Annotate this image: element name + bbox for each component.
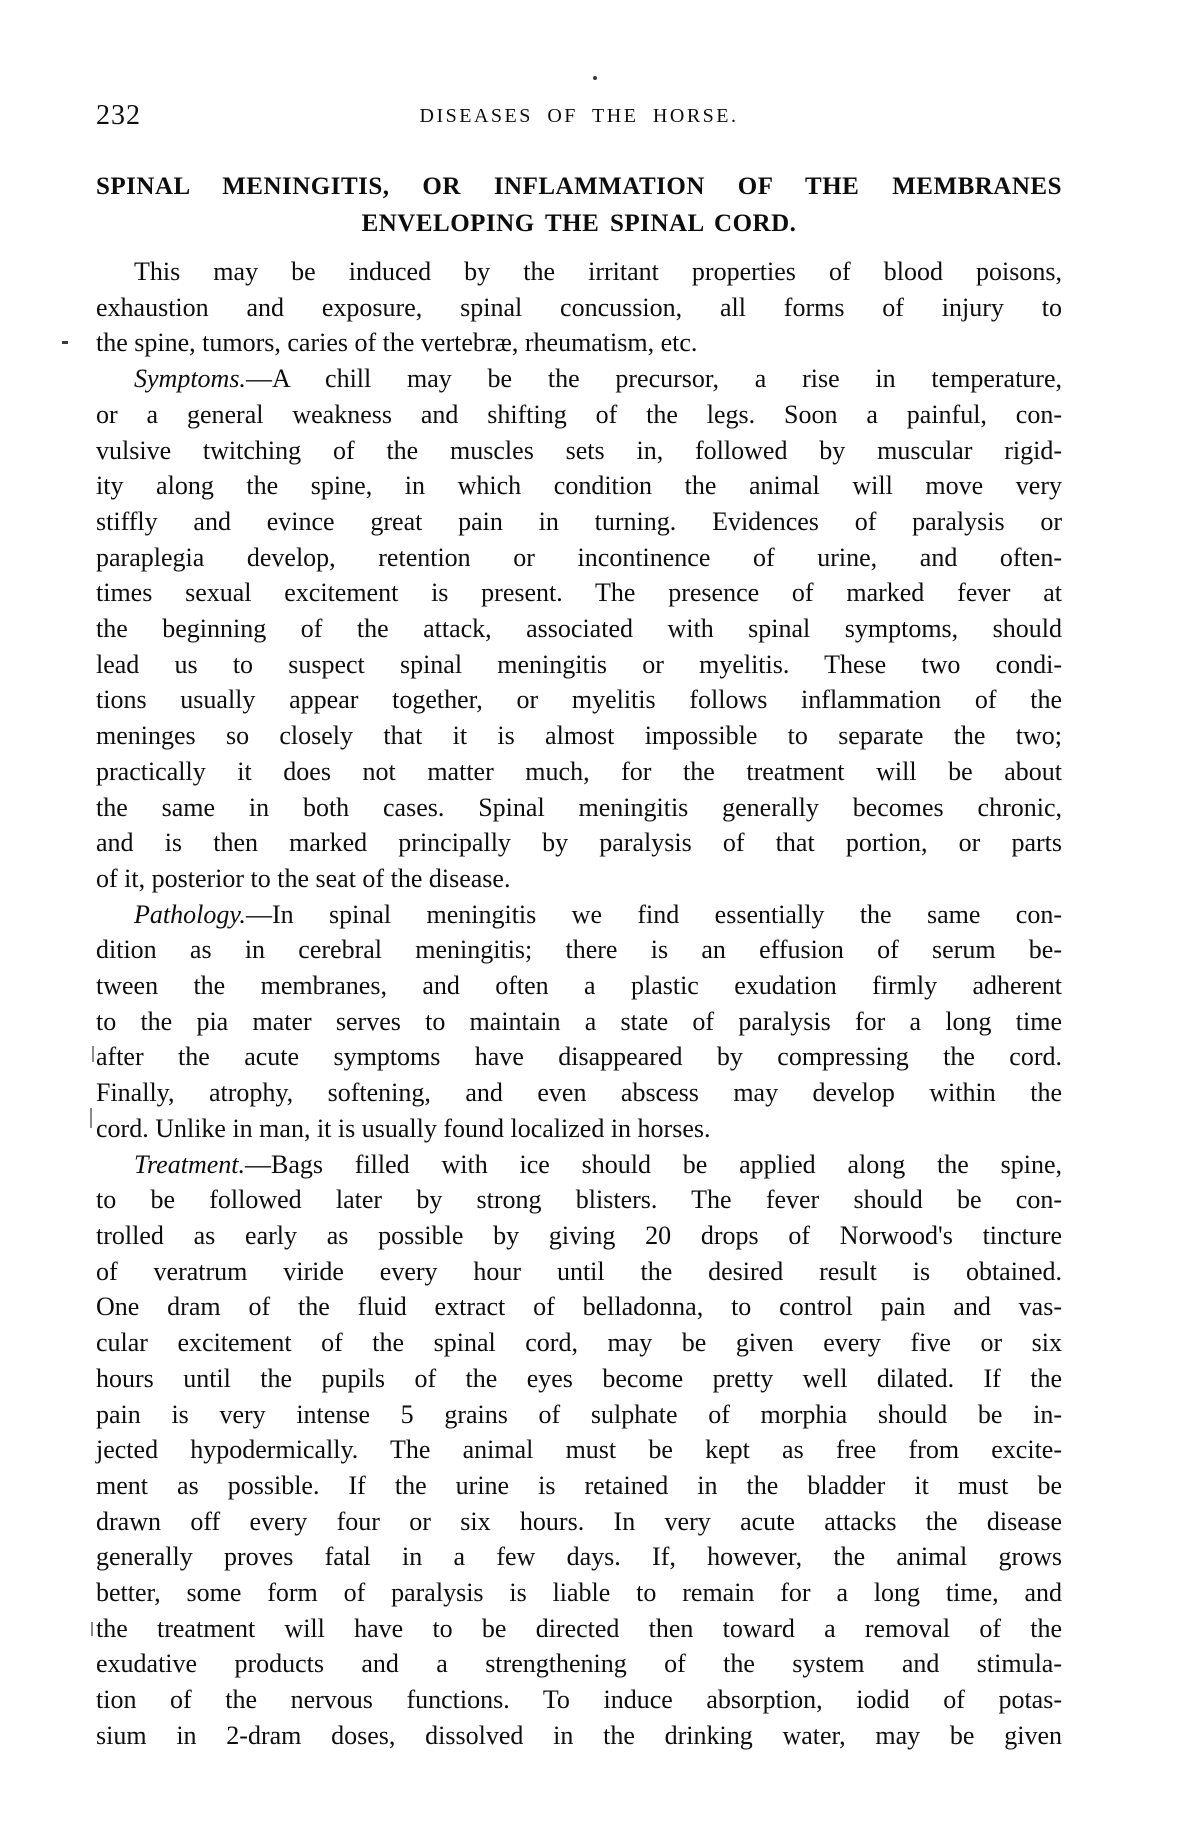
body-line: dition as in cerebral meningitis; there is an effusion of serum be-: [96, 935, 1062, 965]
body-line: Pathology.—In spinal meningitis we find essentially the same con-: [134, 899, 1062, 929]
scan-binding-mark: [91, 1622, 93, 1636]
body-line: of veratrum viride every hour until the desired result is obtained.: [96, 1256, 1062, 1286]
section-heading-line2: ENVELOPING THE SPINAL CORD.: [361, 210, 797, 237]
body-line: Symptoms.—A chill may be the precursor, a rise in temperature,: [134, 364, 1062, 394]
body-line: the same in both cases. Spinal meningitis generally becomes chronic,: [96, 792, 1062, 822]
body-line: hours until the pupils of the eyes become pretty well dilated. If the: [96, 1363, 1062, 1393]
body-line: of it, posterior to the seat of the disease.: [96, 863, 511, 893]
page-number: 232: [96, 100, 141, 131]
body-line: after the acute symptoms have disappeared by compressing the cord.: [96, 1042, 1062, 1072]
body-line: the beginning of the attack, associated with spinal symptoms, should: [96, 614, 1062, 644]
paragraph-lead: Treatment.: [134, 1149, 245, 1179]
body-line: the treatment will have to be directed then toward a removal of the: [96, 1613, 1062, 1643]
paragraph-lead: Pathology.: [134, 899, 246, 929]
body-line: times sexual excitement is present. The presence of marked fever at: [96, 578, 1062, 608]
page-header: [96, 100, 1062, 140]
paragraph-lead: Symptoms.: [134, 364, 246, 394]
body-line: pain is very intense 5 grains of sulphate of morphia should be in-: [96, 1399, 1062, 1429]
body-line: vulsive twitching of the muscles sets in, followed by muscular rigid-: [96, 435, 1062, 465]
body-line: tween the membranes, and often a plastic exudation firmly adherent: [96, 971, 1062, 1001]
body-line: Finally, atrophy, softening, and even abscess may develop within the: [96, 1078, 1062, 1108]
body-line: One dram of the fluid extract of belladonna, to control pain and vas-: [96, 1292, 1062, 1322]
body-line: exhaustion and exposure, spinal concussion, all forms of injury to: [96, 292, 1062, 322]
scan-speck: [593, 76, 597, 80]
section-heading-line1: SPINAL MENINGITIS, OR INFLAMMATION OF THE MEMBRANES: [96, 173, 1062, 200]
body-line: tions usually appear together, or myelitis follows inflammation of the: [96, 685, 1062, 715]
body-line: cord. Unlike in man, it is usually found localized in horses.: [96, 1113, 711, 1143]
body-text: [96, 254, 1062, 1754]
body-line: paraplegia develop, retention or incontinence of urine, and often-: [96, 542, 1062, 572]
body-line: sium in 2-dram doses, dissolved in the drinking water, may be given: [96, 1720, 1062, 1750]
section-heading: [96, 168, 1062, 242]
scan-binding-mark: [92, 1046, 94, 1062]
scan-speck: [62, 341, 68, 344]
body-line: Treatment.—Bags filled with ice should be applied along the spine,: [134, 1149, 1062, 1179]
body-line: exudative products and a strengthening of the system and stimula-: [96, 1649, 1062, 1679]
body-line: cular excitement of the spinal cord, may be given every five or six: [96, 1328, 1062, 1358]
scan-binding-mark: [90, 1108, 92, 1128]
body-line: lead us to suspect spinal meningitis or myelitis. These two condi-: [96, 649, 1062, 679]
body-line: and is then marked principally by paralysis of that portion, or parts: [96, 828, 1062, 858]
body-line: to be followed later by strong blisters. The fever should be con-: [96, 1185, 1062, 1215]
body-line: stiffly and evince great pain in turning. Evidences of paralysis or: [96, 506, 1062, 536]
body-line: drawn off every four or six hours. In very acute attacks the disease: [96, 1506, 1062, 1536]
body-line: the spine, tumors, caries of the vertebræ, rheumatism, etc.: [96, 328, 698, 358]
body-line: better, some form of paralysis is liable to remain for a long time, and: [96, 1578, 1062, 1608]
body-line: ment as possible. If the urine is retained in the bladder it must be: [96, 1470, 1062, 1500]
body-line: jected hypodermically. The animal must be kept as free from excite-: [96, 1435, 1062, 1465]
body-line: or a general weakness and shifting of the legs. Soon a painful, con-: [96, 399, 1062, 429]
body-line: This may be induced by the irritant properties of blood poisons,: [134, 257, 1062, 286]
body-line: ity along the spine, in which condition the animal will move very: [96, 471, 1062, 501]
body-line: meninges so closely that it is almost impossible to separate the two;: [96, 721, 1062, 751]
running-head: DISEASES OF THE HORSE.: [419, 105, 739, 127]
body-line: tion of the nervous functions. To induce absorption, iodid of potas-: [96, 1685, 1062, 1715]
body-line: trolled as early as possible by giving 20 drops of Norwood's tincture: [96, 1220, 1062, 1250]
body-line: generally proves fatal in a few days. If, however, the animal grows: [96, 1542, 1062, 1572]
body-line: to the pia mater serves to maintain a state of paralysis for a long time: [96, 1006, 1062, 1036]
body-line: practically it does not matter much, for the treatment will be about: [96, 756, 1062, 786]
